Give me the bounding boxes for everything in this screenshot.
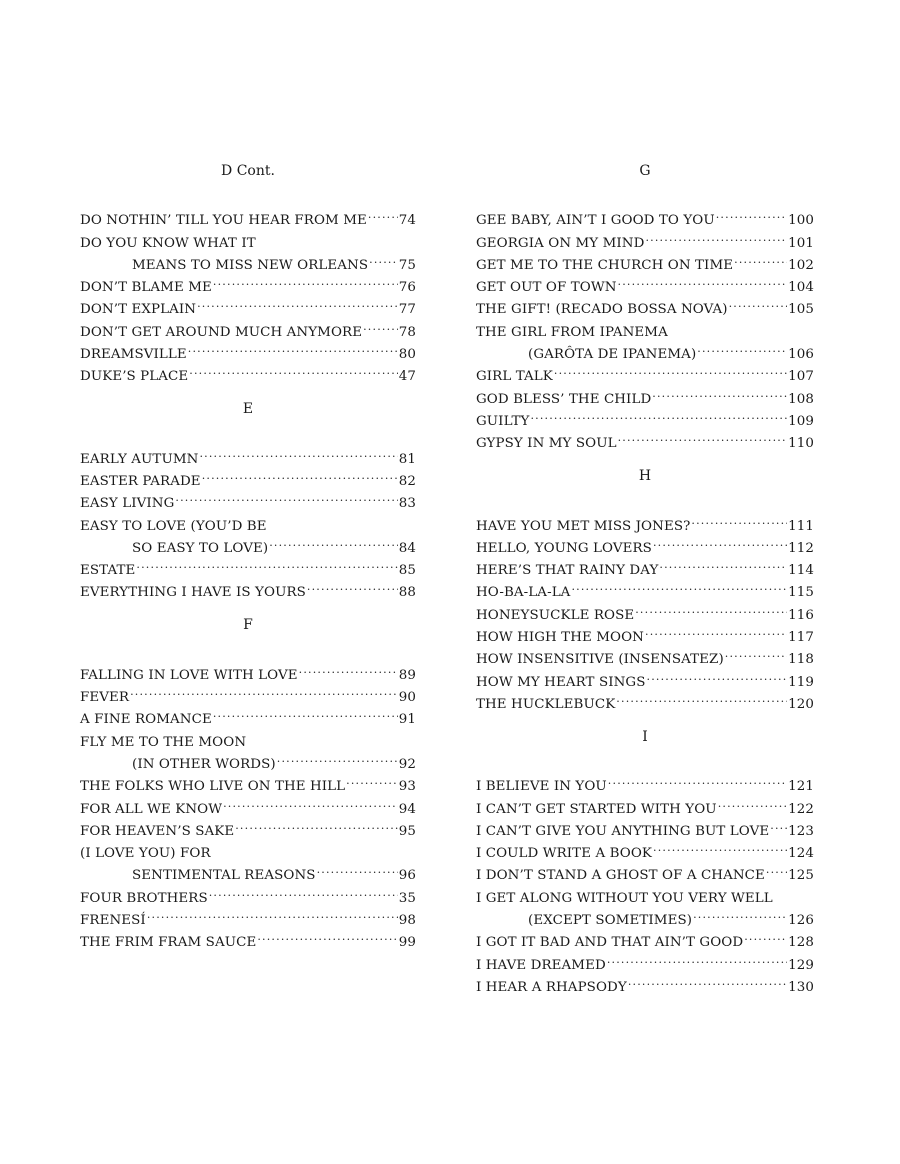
heading-spacer [80, 636, 416, 656]
heading-spacer [80, 420, 416, 440]
song-title: THE HUCKLEBUCK [476, 696, 616, 712]
song-title: I BELIEVE IN YOU [476, 779, 607, 795]
page-number: 116 [788, 607, 814, 623]
song-entry [80, 202, 416, 229]
song-title: SENTIMENTAL REASONS [132, 868, 316, 884]
song-title: I COULD WRITE A BOOK [476, 846, 653, 862]
song-title: HOW HIGH THE MOON [476, 630, 644, 646]
song-title: EARLY AUTUMN [80, 451, 199, 467]
song-title: EASY LIVING [80, 496, 175, 512]
dot-leader [659, 552, 787, 574]
dot-leader [175, 485, 397, 507]
song-title: DREAMSVILLE [80, 347, 187, 363]
song-title: I CAN’T GIVE YOU ANYTHING BUT LOVE [476, 823, 770, 839]
song-title: FRENESÍ [80, 913, 146, 929]
song-title: THE GIFT! (RECADO BOSSA NOVA) [476, 302, 728, 318]
page-number: 121 [788, 779, 814, 795]
song-title: FOR HEAVEN’S SAKE [80, 823, 235, 839]
heading-spacer [476, 748, 814, 768]
dot-leader [299, 656, 398, 678]
dot-leader [697, 336, 787, 358]
dot-leader [197, 291, 398, 313]
page-number: 108 [788, 391, 814, 407]
song-title: EVERYTHING I HAVE IS YOURS [80, 585, 306, 601]
page-number: 117 [788, 630, 814, 646]
dot-leader [608, 768, 787, 790]
dot-leader [269, 530, 398, 552]
song-title: HELLO, YOUNG LOVERS [476, 540, 652, 556]
song-title: GET OUT OF TOWN [476, 280, 617, 296]
dot-leader [212, 835, 415, 857]
dot-leader [136, 552, 397, 574]
dot-leader [277, 746, 398, 768]
song-title: DO YOU KNOW WHAT IT [80, 235, 256, 251]
dot-leader [346, 768, 398, 790]
dot-leader [693, 902, 787, 924]
dot-leader [616, 686, 787, 708]
page-number: 94 [398, 801, 416, 817]
heading-spacer [476, 182, 814, 202]
dot-leader [653, 835, 787, 857]
page-number: 102 [788, 257, 814, 273]
song-title: GYPSY IN MY SOUL [476, 436, 617, 452]
page-number: 75 [398, 257, 416, 273]
dot-leader [363, 313, 398, 335]
page-number: 125 [788, 868, 814, 884]
heading-spacer [80, 182, 416, 202]
song-title: HONEYSUCKLE ROSE [476, 607, 635, 623]
song-title: THE GIRL FROM IPANEMA [476, 324, 668, 340]
dot-leader [647, 663, 788, 685]
dot-leader [734, 247, 787, 269]
dot-leader [652, 380, 787, 402]
song-title: FALLING IN LOVE WITH LOVE [80, 667, 298, 683]
page-number: 84 [398, 540, 416, 556]
dot-leader [635, 596, 787, 618]
song-title: GUILTY [476, 413, 530, 429]
dot-leader [718, 790, 787, 812]
song-title: I GOT IT BAD AND THAT AIN’T GOOD [476, 935, 744, 951]
song-title: SO EASY TO LOVE) [132, 540, 269, 556]
song-title: GET ME TO THE CHURCH ON TIME [476, 257, 734, 273]
song-title: DON’T EXPLAIN [80, 302, 197, 318]
left-column [80, 160, 416, 951]
section-letter-heading: E [242, 401, 254, 418]
page-number: 35 [398, 890, 416, 906]
page-number: 130 [788, 979, 814, 995]
page-number: 93 [398, 779, 416, 795]
song-title: THE FOLKS WHO LIVE ON THE HILL [80, 779, 346, 795]
song-title: GEORGIA ON MY MIND [476, 235, 645, 251]
dot-leader [213, 701, 398, 723]
page-number: 123 [788, 823, 814, 839]
song-title: FLY ME TO THE MOON [80, 734, 247, 750]
song-list [80, 440, 416, 601]
heading-spacer [476, 487, 814, 507]
song-title: (I LOVE YOU) FOR [80, 846, 211, 862]
page-number: 89 [398, 667, 416, 683]
dot-leader [223, 790, 398, 812]
section-letter-heading: G [639, 163, 651, 179]
page-number: 114 [788, 563, 814, 579]
song-title: GEE BABY, AIN’T I GOOD TO YOU [476, 213, 715, 229]
page-number: 88 [398, 585, 416, 601]
page-number: 95 [398, 823, 416, 839]
dot-leader [645, 224, 787, 246]
dot-leader [257, 924, 397, 946]
dot-leader [770, 813, 787, 835]
right-column [476, 160, 814, 995]
dot-leader [766, 857, 787, 879]
song-title: FOUR BROTHERS [80, 890, 208, 906]
page-number: 109 [788, 413, 814, 429]
page-number: 124 [788, 846, 814, 862]
page-number: 85 [398, 563, 416, 579]
page-number: 107 [788, 369, 814, 385]
page-number: 101 [788, 235, 814, 251]
song-entry [80, 440, 416, 467]
dot-leader [247, 723, 415, 745]
section-letter-heading: F [243, 617, 253, 634]
song-title: (EXCEPT SOMETIMES) [528, 913, 693, 929]
dot-leader [307, 574, 398, 596]
song-title: DUKE’S PLACE [80, 369, 189, 385]
page-number: 74 [398, 213, 416, 229]
dot-leader [130, 679, 398, 701]
song-title: HAVE YOU MET MISS JONES? [476, 518, 691, 534]
page-number: 92 [398, 756, 416, 772]
page-number: 81 [398, 451, 416, 467]
dot-leader [530, 403, 787, 425]
song-entry [80, 679, 416, 706]
song-title: (IN OTHER WORDS) [132, 756, 276, 772]
song-list [476, 507, 814, 712]
page-number: 106 [788, 347, 814, 363]
page-number: 119 [788, 674, 814, 690]
page-number: 115 [788, 585, 814, 601]
page-number: 83 [398, 496, 416, 512]
song-entry [80, 656, 416, 683]
page-number: 110 [788, 436, 814, 452]
page-number: 78 [398, 324, 416, 340]
song-title: I DON’T STAND A GHOST OF A CHANCE [476, 868, 765, 884]
dot-leader [618, 425, 788, 447]
dot-leader [669, 313, 813, 335]
dot-leader [368, 202, 398, 224]
song-title: HOW INSENSITIVE (INSENSATEZ) [476, 652, 724, 668]
page-number: 90 [398, 690, 416, 706]
dot-leader [691, 507, 787, 529]
song-title: GIRL TALK [476, 369, 553, 385]
page-number: 129 [788, 957, 814, 973]
song-title: DON’T BLAME ME [80, 280, 212, 296]
song-entry [476, 768, 814, 795]
song-title: FOR ALL WE KNOW [80, 801, 223, 817]
page-number: 91 [398, 712, 416, 728]
dot-leader [744, 924, 787, 946]
dot-leader [235, 813, 398, 835]
dot-leader [209, 879, 398, 901]
dot-leader [268, 507, 415, 529]
dot-leader [571, 574, 787, 596]
section-letter-heading: D Cont. [221, 163, 275, 179]
song-title: I HAVE DREAMED [476, 957, 606, 973]
page-number: 111 [788, 518, 814, 534]
dot-leader [725, 641, 787, 663]
page-number: 80 [398, 347, 416, 363]
dot-leader [607, 946, 787, 968]
dot-leader [716, 202, 787, 224]
song-title: EASY TO LOVE (YOU’D BE [80, 518, 267, 534]
page-number: 98 [398, 913, 416, 929]
page-number: 120 [788, 696, 814, 712]
song-list [476, 768, 814, 995]
page-number: 47 [398, 369, 416, 385]
section-letter-heading: I [642, 728, 648, 745]
song-title: DON’T GET AROUND MUCH ANYMORE [80, 324, 363, 340]
page-number: 118 [788, 652, 814, 668]
song-title: I CAN’T GET STARTED WITH YOU [476, 801, 717, 817]
song-list [80, 202, 416, 385]
song-entry [80, 701, 416, 728]
page-number: 126 [788, 913, 814, 929]
song-title: I GET ALONG WITHOUT YOU VERY WELL [476, 890, 773, 906]
dot-leader [628, 969, 787, 991]
dot-leader [369, 247, 398, 269]
page-number: 82 [398, 473, 416, 489]
page-number: 104 [788, 280, 814, 296]
dot-leader [774, 879, 813, 901]
page-number: 105 [788, 302, 814, 318]
page-number: 122 [788, 801, 814, 817]
dot-leader [147, 902, 398, 924]
dot-leader [189, 358, 397, 380]
section-letter-heading: H [638, 468, 652, 485]
song-entry [476, 507, 814, 534]
song-title: GOD BLESS’ THE CHILD [476, 391, 652, 407]
page-number: 96 [398, 868, 416, 884]
page-number: 99 [398, 935, 416, 951]
song-list [80, 656, 416, 951]
dot-leader [199, 440, 397, 462]
song-title: DO NOTHIN’ TILL YOU HEAR FROM ME [80, 213, 367, 229]
song-title: A FINE ROMANCE [80, 712, 212, 728]
song-title: FEVER [80, 690, 130, 706]
page-number: 100 [788, 213, 814, 229]
song-title: ESTATE [80, 563, 136, 579]
song-list [476, 202, 814, 452]
song-title: I HEAR A RHAPSODY [476, 979, 627, 995]
dot-leader [202, 463, 398, 485]
dot-leader [257, 224, 415, 246]
dot-leader [653, 530, 787, 552]
dot-leader [729, 291, 788, 313]
page-number: 112 [788, 540, 814, 556]
dot-leader [188, 336, 398, 358]
song-title: (GARÔTA DE IPANEMA) [528, 347, 697, 363]
song-title: EASTER PARADE [80, 473, 201, 489]
song-entry [476, 202, 814, 229]
page-number: 77 [398, 302, 416, 318]
song-title: HERE’S THAT RAINY DAY [476, 563, 659, 579]
dot-leader [554, 358, 787, 380]
dot-leader [618, 269, 788, 291]
page-number: 128 [788, 935, 814, 951]
dot-leader [645, 619, 787, 641]
song-title: MEANS TO MISS NEW ORLEANS [132, 257, 369, 273]
page-number: 76 [398, 280, 416, 296]
song-title: HOW MY HEART SINGS [476, 674, 646, 690]
song-title: THE FRIM FRAM SAUCE [80, 935, 257, 951]
dot-leader [317, 857, 398, 879]
dot-leader [213, 269, 398, 291]
song-title: HO-BA-LA-LA [476, 585, 571, 601]
